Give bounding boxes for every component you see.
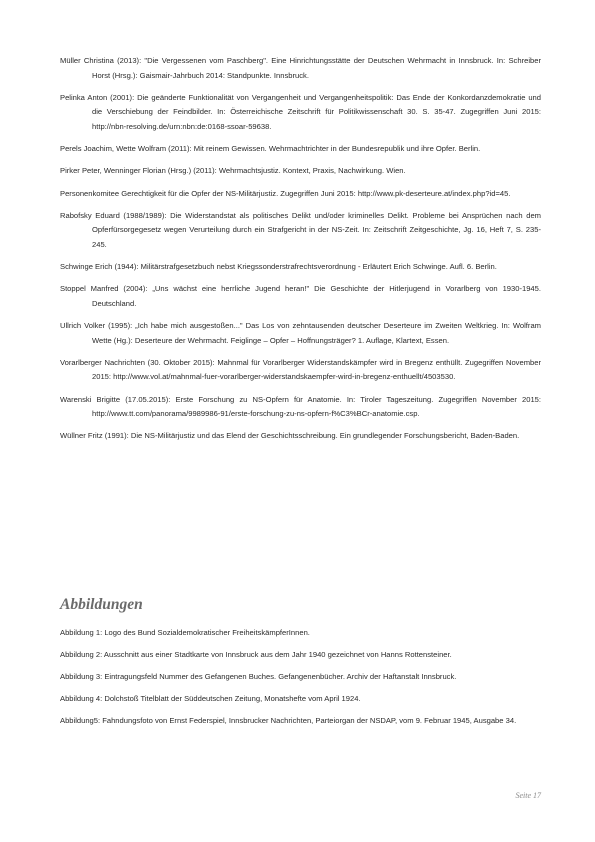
figures-list [60,626,541,735]
figure-caption: Abbildung5: Fahndungsfoto von Ernst Federspiel, Innsbrucker Nachrichten, Parteiorgan der NSDAP, vom 9. Februar 1945, Ausgabe 34. [60,715,517,725]
bibliography-entry: Wüllner Fritz (1991): Die NS-Militärjustiz und das Elend der Geschichtsschreibung. Ein grundlegender Forschungsbericht, Baden-Baden. [60,431,520,441]
figures-heading: Abbildungen [60,596,143,613]
bibliography-entry: Personenkomitee Gerechtigkeit für die Opfer der NS-Militärjustiz. Zugegriffen Juni 2015: http://www.pk-deserteure.at/index.php?id=45. [60,188,511,198]
bibliography-list [60,54,541,452]
bibliography-entry: Vorarlberger Nachrichten (30. Oktober 2015): Mahnmal für Vorarlberger Widerstandskämpfer wird in Bregenz enthüllt. Zugegriffen November 2015: http://www.vol.at/mahnmal-fuer-vorarlberger-widerstandskaempfer-wird-in-bregenz-enthuellt/4503530. [60,357,541,382]
figure-caption: Abbildung 1: Logo des Bund Sozialdemokratischer FreiheitskämpferInnen. [60,628,310,637]
bibliography-entry: Perels Joachim, Wette Wolfram (2011): Mit reinem Gewissen. Wehrmachtrichter in der Bundesrepublik und ihre Opfer. Berlin. [60,144,481,154]
bibliography-entry: Müller Christina (2013): "Die Vergessenen vom Paschberg". Eine Hinrichtungsstätte der Deutschen Wehrmacht in Innsbruck. In: Schreiber Horst (Hrsg.): Gaismair-Jahrbuch 2014: Standpunkte. Innsbruck. [60,56,541,80]
page-number: Seite 17 [515,791,541,800]
bibliography-entry: Pelinka Anton (2001): Die geänderte Funktionalität von Vergangenheit und Vergangenheitspolitik: Das Ende der Konkordanzdemokratie und die Verschiebung der Feindbilder. In: Österreichische Zeitschrift für Politikwissenschaft 30. S. 35-47. Zugegriffen Juni 2015: http://nbn-resolving.de/urn:nbn:de:0168-ssoar-59638. [60,92,541,131]
bibliography-entry: Schwinge Erich (1944): Militärstrafgesetzbuch nebst Kriegssonderstrafrechtsverordnung - Erläutert Erich Schwinge. Aufl. 6. Berlin. [60,262,497,272]
figure-caption: Abbildung 2: Ausschnitt aus einer Stadtkarte von Innsbruck aus dem Jahr 1940 gezeichnet von Hanns Rottensteiner. [60,649,452,659]
figure-caption: Abbildung 4: Dolchstoß Titelblatt der Süddeutschen Zeitung, Monatshefte vom April 1924. [60,693,361,703]
bibliography-entry: Ullrich Volker (1995): „Ich habe mich ausgestoßen..." Das Los von zehntausenden deutscher Deserteure im Zweiten Weltkrieg. In: Wolfram Wette (Hg.): Deserteure der Wehrmacht. Feiglinge – Opfer – Hoffnungsträger? 1. Auflage, Klartext, Essen. [60,321,541,345]
bibliography-entry: Warenski Brigitte (17.05.2015): Erste Forschung zu NS-Opfern für Anatomie. In: Tiroler Tageszeitung. Zugegriffen November 2015: http://www.tt.com/panorama/9989986-91/erste-forschung-zu-ns-opfern-f%C3%BCr-anatomie.csp. [60,394,541,419]
bibliography-entry: Pirker Peter, Wenninger Florian (Hrsg.) (2011): Wehrmachtsjustiz. Kontext, Praxis, Nachwirkung. Wien. [60,166,406,176]
bibliography-entry: Rabofsky Eduard (1988/1989): Die Widerstandstat als politisches Delikt und/oder kriminelles Delikt. Probleme bei Ansprüchen nach dem Opferfürsorgegesetz wegen Verurteilung durch ein Strafgericht in der NS-Zeit. In: Zeitschrift Zeitgeschichte, Jg. 16, Heft 7, S. 235-245. [60,210,541,249]
bibliography-entry: Stoppel Manfred (2004): „Uns wächst eine herrliche Jugend heran!" Die Geschichte der Hitlerjugend in Vorarlberg von 1930-1945. Deutschland. [60,284,541,308]
figure-caption: Abbildung 3: Eintragungsfeld Nummer des Gefangenen Buches. Gefangenenbücher. Archiv der Haftanstalt Innsbruck. [60,671,457,681]
